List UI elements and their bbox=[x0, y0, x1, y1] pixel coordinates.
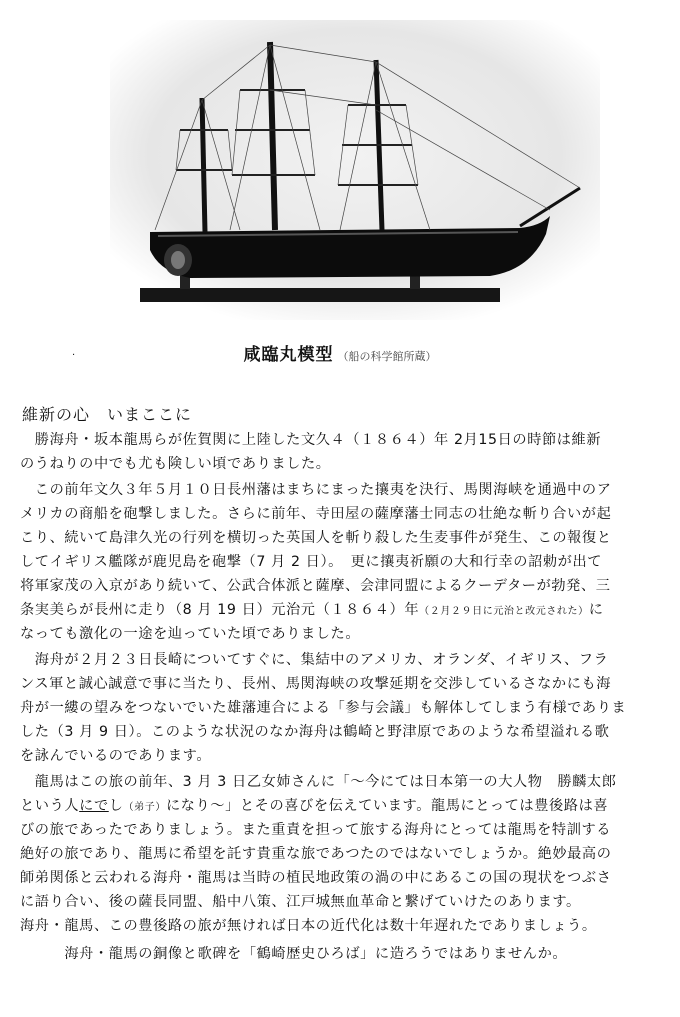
stray-dot: · bbox=[72, 350, 76, 361]
text-segment: 条実美らが長州に走り（8 月 19 日）元治元（１８６４）年 bbox=[20, 602, 420, 618]
section-heading: 維新の心 いまここに bbox=[22, 405, 193, 424]
text-segment: になり～」とその喜びを伝えています。龍馬にとっては豊後路は喜 bbox=[165, 798, 609, 814]
text-segment: 勝海舟・坂本龍馬らが佐賀関に上陸した文久４（１８６４）年 2月15日の時節は維新 bbox=[20, 432, 602, 448]
body-line bbox=[20, 428, 601, 452]
text-segment: に bbox=[588, 602, 604, 618]
body-line bbox=[20, 452, 331, 476]
body-line bbox=[20, 622, 360, 646]
body-line bbox=[20, 842, 612, 866]
body-line bbox=[20, 914, 597, 938]
text-segment: ンス軍と誠心誠意で事に当たり、長州、馬関海峡の攻撃延期を交渉しているさなかにも海 bbox=[20, 676, 612, 692]
body-line bbox=[20, 478, 612, 502]
text-segment: 海舟が２月２３日長崎についてすぐに、集結中のアメリカ、オランダ、イギリス、フラ bbox=[20, 652, 609, 668]
body-line bbox=[20, 794, 608, 818]
body-line bbox=[20, 744, 211, 768]
body-line bbox=[20, 866, 612, 890]
text-segment: 絶好の旅であり、龍馬に希望を託す貴重な旅であつたのではないでしょうか。絶妙最高の bbox=[20, 846, 612, 862]
text-segment: し bbox=[108, 798, 124, 814]
text-segment: してイギリス艦隊が鹿児島を砲撃（7 月 2 日）。 更に攘夷祈願の大和行幸の詔勅が出て bbox=[20, 554, 603, 570]
body-line bbox=[20, 598, 604, 622]
text-segment: のうねりの中でも尤も険しい頃でありました。 bbox=[20, 456, 331, 472]
caption-source: （船の科学館所蔵） bbox=[337, 350, 437, 363]
text-segment: を詠んでいるのであります。 bbox=[20, 748, 212, 764]
text-segment: 龍馬はこの旅の前年、3 月 3 日乙女姉さんに「～今にては日本第一の大人物 勝麟太郎 bbox=[20, 774, 617, 790]
text-segment: びの旅であったでありましょう。また重責を担って旅する海舟にとっては龍馬を特訓する bbox=[20, 822, 612, 838]
text-segment: （２月２９日に元治と改元された） bbox=[419, 606, 589, 617]
text-segment: に語り合い、後の薩長同盟、船中八策、江戸城無血革命と繋げていけたのあります。 bbox=[20, 894, 581, 910]
body-line bbox=[20, 696, 626, 720]
body-line bbox=[20, 818, 611, 842]
body-line bbox=[20, 526, 612, 550]
text-segment: （弟子） bbox=[123, 802, 166, 813]
body-line bbox=[20, 672, 611, 696]
body-line bbox=[20, 574, 611, 598]
body-line bbox=[20, 502, 611, 526]
text-segment: 将軍家茂の入京があり続いて、公武合体派と薩摩、会津同盟によるクーデターが勃発、三 bbox=[20, 578, 611, 594]
text-segment: 海舟・龍馬、この豊後路の旅が無ければ日本の近代化は数十年遅れたでありましょう。 bbox=[20, 918, 597, 934]
text-segment: メリカの商船を砲撃しました。さらに前年、寺田屋の薩摩藩士同志の壮絶な斬り合いが起 bbox=[20, 506, 612, 522]
body-line bbox=[20, 770, 617, 794]
text-segment: という人 bbox=[20, 798, 80, 814]
text-segment: こり、続いて島津久光の行列を横切った英国人を斬り殺した生麦事件が発生、この報復と bbox=[20, 530, 612, 546]
text-segment: 舟が一縷の望みをつないでいた雄藩連合による「参与会議」も解体してしまう有様でありま bbox=[20, 700, 627, 716]
body-line bbox=[20, 942, 567, 966]
text-segment: 海舟・龍馬の銅像と歌碑を「鶴崎歴史ひろば」に造ろうではありませんか。 bbox=[20, 946, 568, 962]
text-segment: 師弟関係と云われる海舟・龍馬は当時の植民地政策の渦の中にあるこの国の現状をつぶさ bbox=[20, 870, 612, 886]
text-segment: した（3 月 9 日）。このような状況のなか海舟は鶴崎と野津原であのような希望溢れる歌 bbox=[20, 724, 610, 740]
text-segment: にで bbox=[79, 798, 109, 814]
body-line bbox=[20, 648, 608, 672]
text-segment: なっても激化の一途を辿っていた頃でありました。 bbox=[20, 626, 361, 642]
body-line bbox=[20, 550, 602, 574]
caption-title: 咸臨丸模型 bbox=[243, 345, 334, 365]
body-line bbox=[20, 890, 581, 914]
ship-model-photo bbox=[110, 20, 600, 320]
photo-caption bbox=[0, 340, 680, 365]
body-line bbox=[20, 720, 609, 744]
text-segment: この前年文久３年５月１０日長州藩はまちにまった攘夷を決行、馬関海峡を通過中のア bbox=[20, 482, 612, 498]
